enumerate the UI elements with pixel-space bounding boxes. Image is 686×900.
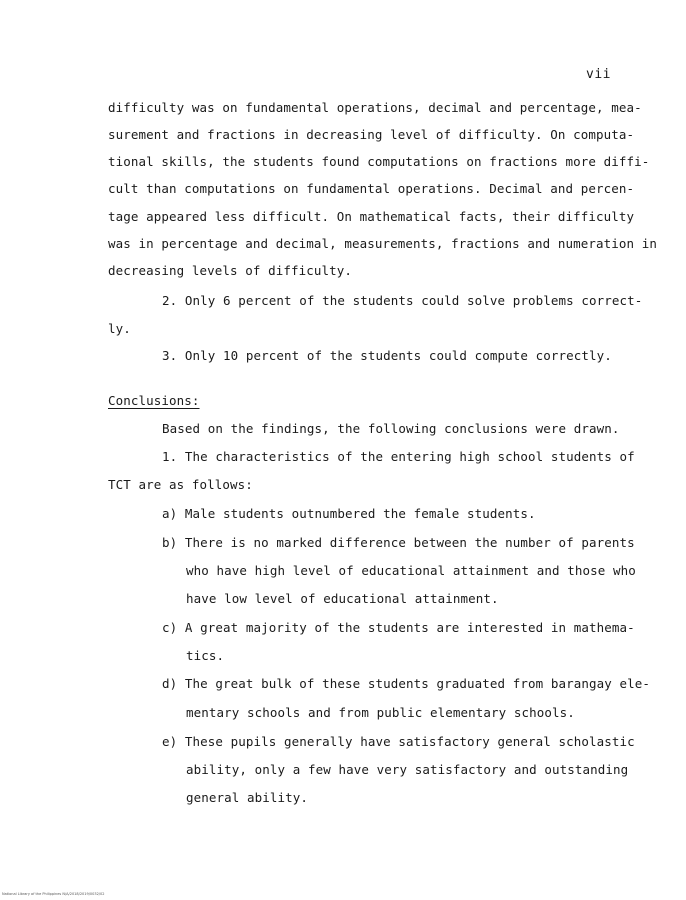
finding-item-2: 2. Only 6 percent of the students could solve problems correct-: [162, 293, 643, 308]
page-number: vii: [586, 67, 611, 82]
conclusion-subitem-a: a) Male students outnumbered the female students.: [162, 506, 536, 521]
finding-item-3: 3. Only 10 percent of the students could compute correctly.: [162, 348, 612, 363]
body-line: decreasing levels of difficulty.: [108, 263, 353, 278]
conclusion-subitem-e: e) These pupils generally have satisfactory general scholastic: [162, 734, 635, 749]
body-line: tional skills, the students found computations on fractions more diffi-: [108, 154, 650, 169]
body-line: ly.: [108, 321, 131, 336]
body-line: mentary schools and from public elementary schools.: [186, 705, 575, 720]
conclusion-subitem-b: b) There is no marked difference between the number of parents: [162, 535, 635, 550]
archive-stamp: National Library of the Philippines N/A/2018/2019/0032/02: [2, 892, 105, 896]
section-heading-conclusions: Conclusions:: [108, 393, 200, 408]
conclusion-subitem-d: d) The great bulk of these students graduated from barangay ele-: [162, 676, 651, 691]
body-line: was in percentage and decimal, measurements, fractions and numeration in: [108, 236, 658, 251]
body-line: surement and fractions in decreasing level of difficulty. On computa-: [108, 127, 635, 142]
body-line: cult than computations on fundamental operations. Decimal and percen-: [108, 181, 635, 196]
body-line: tics.: [186, 648, 225, 663]
body-line: who have high level of educational attainment and those who: [186, 563, 636, 578]
conclusion-subitem-c: c) A great majority of the students are interested in mathema-: [162, 620, 635, 635]
conclusion-item-1: 1. The characteristics of the entering high school students of: [162, 449, 635, 464]
body-line: tage appeared less difficult. On mathematical facts, their difficulty: [108, 209, 635, 224]
body-line: ability, only a few have very satisfactory and outstanding: [186, 762, 629, 777]
body-line: TCT are as follows:: [108, 477, 253, 492]
body-line: difficulty was on fundamental operations, decimal and percentage, mea-: [108, 100, 642, 115]
body-line: have low level of educational attainment.: [186, 591, 499, 606]
body-line: Based on the findings, the following conclusions were drawn.: [162, 421, 620, 436]
body-line: general ability.: [186, 790, 309, 805]
